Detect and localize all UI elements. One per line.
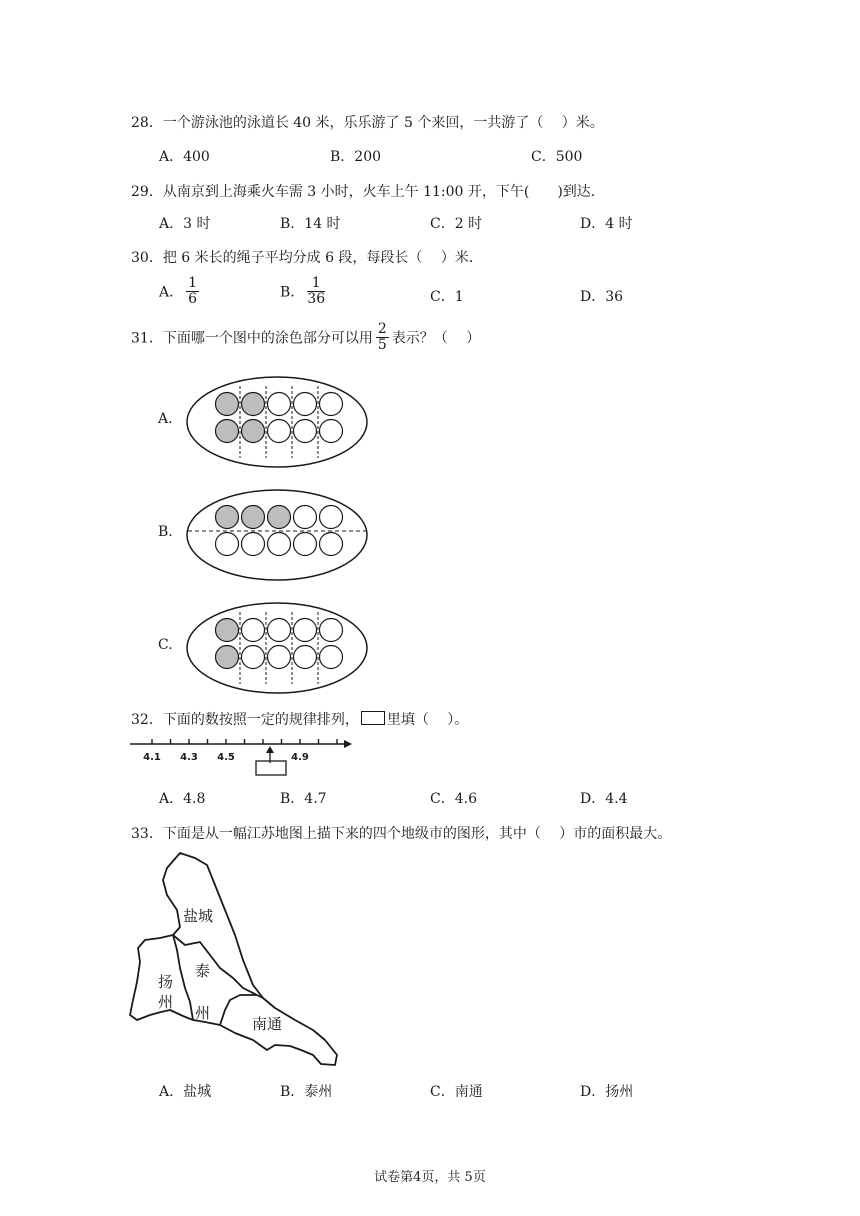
empty-circle (242, 619, 265, 642)
q32-option-a[interactable]: A．4.8 (159, 791, 206, 807)
q31-figure-c[interactable] (180, 598, 375, 698)
pointer-arrow-icon (266, 746, 274, 753)
q30-option-b-fraction: $\frac{1}{36}$ (307, 275, 326, 307)
q31-figure-b[interactable] (180, 485, 375, 585)
region-label-nantong: 南通 (252, 1015, 283, 1033)
number-line-tick-label: 4.5 (217, 752, 235, 763)
empty-circle (294, 506, 317, 529)
jiangsu-map (125, 850, 345, 1075)
map-outline (130, 853, 337, 1065)
q30-option-b[interactable] (280, 276, 328, 307)
empty-circle (268, 393, 291, 416)
q32-number-line (130, 733, 360, 781)
region-label-taizhou-1: 泰 (195, 962, 211, 980)
shaded-circle (216, 420, 239, 443)
empty-circle (294, 619, 317, 642)
blank-box (256, 761, 286, 775)
empty-circle (268, 420, 291, 443)
region-label-yangzhou-2: 州 (158, 993, 174, 1011)
question-31-stem: 31．下面哪一个图中的涂色部分可以用 $\frac{2}{5}$ 表示？（ ） (131, 321, 481, 353)
q31-figure-b-label[interactable]: B. (158, 524, 173, 540)
q31-fraction: $\frac{2}{5}$ (377, 321, 387, 353)
region-label-yangzhou-1: 扬 (158, 973, 174, 991)
shaded-circle (242, 420, 265, 443)
number-line-tick-label: 4.3 (180, 752, 198, 763)
empty-circle (320, 393, 343, 416)
q32-option-c[interactable]: C．4.6 (430, 791, 477, 807)
q30-option-d[interactable]: D．36 (580, 289, 624, 305)
q33-option-c[interactable]: C．南通 (430, 1084, 483, 1100)
q32-option-b[interactable]: B．4.7 (280, 791, 327, 807)
empty-circle (216, 533, 239, 556)
empty-circle (242, 533, 265, 556)
empty-circle (294, 646, 317, 669)
shaded-circle (242, 393, 265, 416)
number-line-arrow-icon (344, 740, 352, 748)
q31-figure-c-label[interactable]: C. (158, 637, 173, 653)
shaded-circle (216, 506, 239, 529)
region-label-taizhou-2: 州 (195, 1004, 211, 1022)
number-line-tick-label: 4.9 (291, 752, 309, 763)
q28-option-c[interactable]: C．500 (531, 149, 583, 165)
q29-option-c[interactable]: C．2 时 (430, 216, 483, 232)
q29-option-d[interactable]: D．4 时 (580, 216, 633, 232)
q31-figure-a-label[interactable]: A. (158, 411, 173, 427)
q33-option-a[interactable]: A．盐城 (159, 1084, 212, 1100)
question-33-stem: 33．下面是从一幅江苏地图上描下来的四个地级市的图形，其中（ ）市的面积最大。 (131, 826, 672, 842)
q28-option-b[interactable]: B．200 (330, 149, 382, 165)
empty-circle (242, 646, 265, 669)
shaded-circle (242, 506, 265, 529)
yancheng-boundary (173, 935, 263, 998)
q30-option-a[interactable] (159, 276, 202, 307)
region-label-yancheng: 盐城 (183, 907, 214, 925)
shaded-circle (268, 506, 291, 529)
question-28-stem: 28．一个游泳池的泳道长 40 米，乐乐游了 5 个来回，一共游了（ ）米。 (131, 115, 604, 131)
q30-option-b-label: B． (280, 284, 305, 301)
empty-circle (320, 646, 343, 669)
empty-circle (320, 420, 343, 443)
question-29-stem: 29．从南京到上海乘火车需 3 小时，火车上午 11:00 开，下午( )到达． (131, 184, 605, 200)
q30-option-c[interactable]: C．1 (430, 289, 464, 305)
q33-option-b[interactable]: B．泰州 (280, 1084, 333, 1100)
answer-box-icon (361, 711, 385, 725)
empty-circle (320, 619, 343, 642)
q29-option-a[interactable]: A．3 时 (159, 216, 211, 232)
q33-option-d[interactable]: D．扬州 (580, 1084, 634, 1100)
empty-circle (294, 533, 317, 556)
q30-option-a-label: A． (159, 284, 184, 301)
q31-figure-a[interactable] (180, 372, 375, 472)
q30-option-a-fraction: $\frac{1}{6}$ (188, 275, 198, 307)
empty-circle (294, 393, 317, 416)
number-line-tick-label: 4.1 (143, 752, 161, 763)
empty-circle (268, 619, 291, 642)
empty-circle (294, 420, 317, 443)
empty-circle (320, 533, 343, 556)
q28-option-a[interactable]: A．400 (159, 149, 210, 165)
q29-option-b[interactable]: B．14 时 (280, 216, 341, 232)
yangzhou-taizhou-boundary (173, 935, 193, 1020)
q32-option-d[interactable]: D．4.4 (580, 791, 628, 807)
shaded-circle (216, 393, 239, 416)
empty-circle (320, 506, 343, 529)
shaded-circle (216, 619, 239, 642)
page-footer: 试卷第4页，共 5页 (374, 1170, 486, 1185)
question-30-stem: 30．把 6 米长的绳子平均分成 6 段，每段长（ ）米． (131, 250, 483, 266)
question-32-stem: 32．下面的数按照一定的规律排列， 里填（ ）。 (131, 712, 469, 728)
shaded-circle (216, 646, 239, 669)
empty-circle (268, 646, 291, 669)
empty-circle (268, 533, 291, 556)
